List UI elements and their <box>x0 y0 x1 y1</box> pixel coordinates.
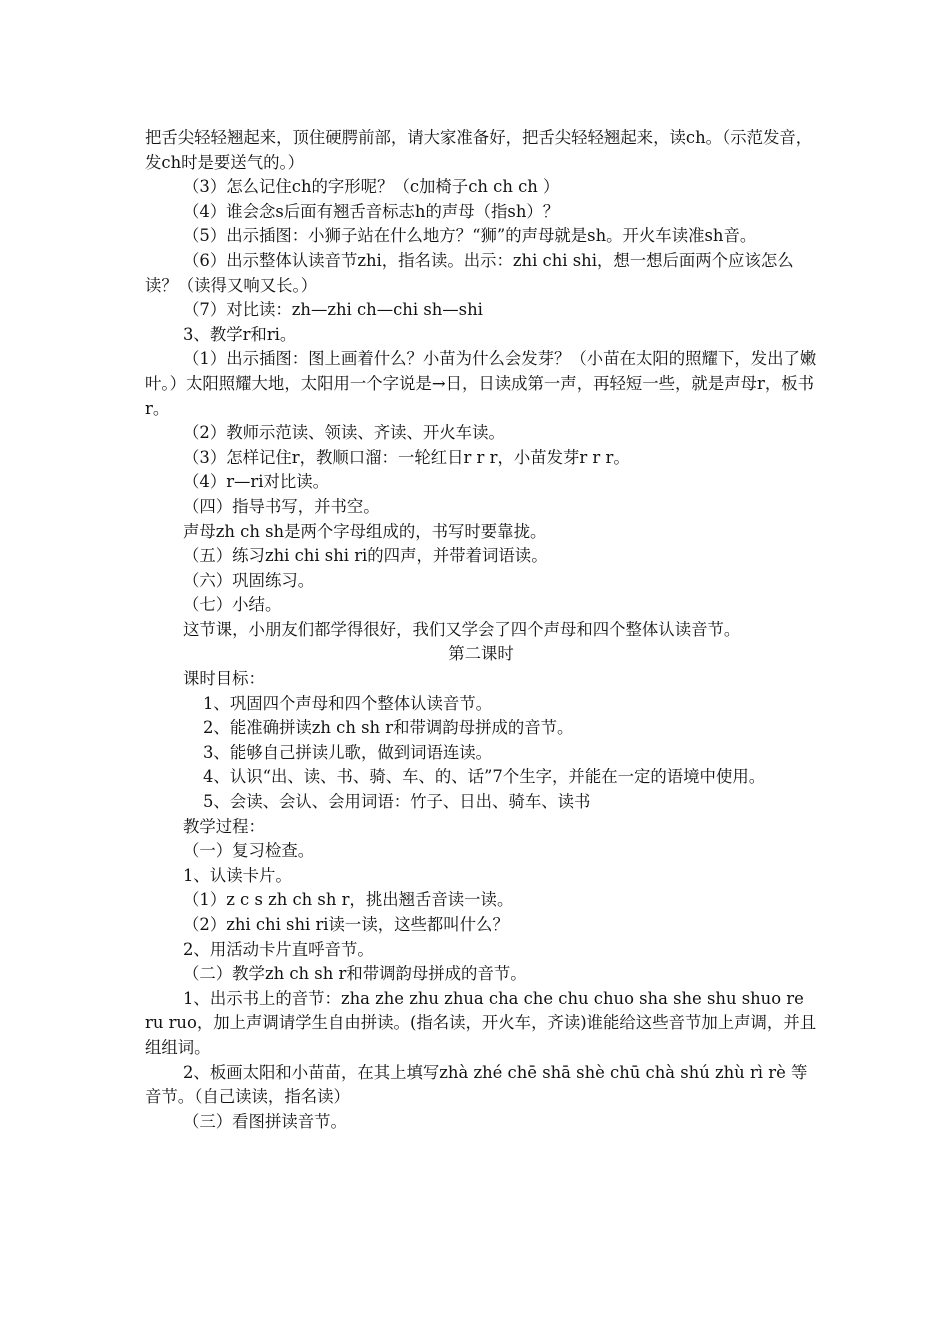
paragraph: （4）r—ri对比读。 <box>183 472 330 492</box>
paragraph: 1、出示书上的音节：zha zhe zhu zhua cha che chu chuo sha she shu shuo re ru ruo，加上声调请学生自由拼读。(指名读，开火车，齐读)谁能给这些音节加上声调，并且组组词。 <box>145 988 817 1057</box>
paragraph: 这节课，小朋友们都学得很好，我们又学会了四个声母和四个整体认读音节。 <box>183 619 741 639</box>
paragraph: （6）出示整体认读音节zhi，指名读。出示：zhi chi shi，想一想后面两个应该怎么读？（读得又响又长。） <box>145 250 794 295</box>
paragraph: 4、认识“出、读、书、骑、车、的、话”7个生字，并能在一定的语境中使用。 <box>203 767 766 787</box>
paragraph: 1、巩固四个声母和四个整体认读音节。 <box>203 693 493 713</box>
document-body <box>145 126 817 1134</box>
paragraph: 把舌尖轻轻翘起来，顶住硬腭前部，请大家准备好，把舌尖轻轻翘起来，读ch。（示范发音，发ch时是要送气的。） <box>145 128 813 172</box>
paragraph: 2、能准确拼读zh ch sh r和带调韵母拼成的音节。 <box>203 718 574 738</box>
paragraph: （4）谁会念s后面有翘舌音标志h的声母（指sh）？ <box>183 201 560 221</box>
paragraph: （5）出示插图：小狮子站在什么地方？“狮”的声母就是sh。开火车读准sh音。 <box>183 226 757 246</box>
paragraph: 1、认读卡片。 <box>183 865 292 885</box>
section-heading: 第二课时 <box>448 644 514 664</box>
paragraph: （六）巩固练习。 <box>183 570 315 590</box>
paragraph: （七）小结。 <box>183 595 282 615</box>
paragraph: 3、能够自己拼读儿歌，做到词语连读。 <box>203 742 493 762</box>
paragraph: （三）看图拼读音节。 <box>183 1111 347 1131</box>
paragraph: 声母zh ch sh是两个字母组成的，书写时要靠拢。 <box>183 521 547 541</box>
paragraph: 3、教学r和ri。 <box>183 324 297 344</box>
paragraph: 2、用活动卡片直呼音节。 <box>183 939 374 959</box>
paragraph: （7）对比读：zh—zhi ch—chi sh—shi <box>183 300 483 320</box>
paragraph: 课时目标： <box>183 669 265 689</box>
paragraph: （四）指导书写，并书空。 <box>183 496 380 516</box>
paragraph: （一）复习检查。 <box>183 841 315 861</box>
paragraph: （2）教师示范读、领读、齐读、开火车读。 <box>183 423 505 443</box>
paragraph: （2）zhi chi shi ri读一读，这些都叫什么？ <box>183 915 509 934</box>
paragraph: 5、会读、会认、会用词语：竹子、日出、骑车、读书 <box>203 792 591 812</box>
paragraph: （1）出示插图：图上画着什么？小苗为什么会发芽？（小苗在太阳的照耀下，发出了嫩叶。）太阳照耀大地，太阳用一个字说是→日，日读成第一声，再轻短一些，就是声母r，板书r。 <box>145 349 817 418</box>
paragraph: 教学过程： <box>183 816 265 836</box>
paragraph: （3）怎样记住r，教顺口溜：一轮红日r r r，小苗发芽r r r。 <box>183 447 630 467</box>
paragraph: （五）练习zhi chi shi ri的四声，并带着词语读。 <box>183 546 548 566</box>
paragraph: （1）z c s zh ch sh r，挑出翘舌音读一读。 <box>183 890 514 910</box>
paragraph: （二）教学zh ch sh r和带调韵母拼成的音节。 <box>183 964 527 984</box>
paragraph: （3）怎么记住ch的字形呢？（c加椅子ch ch ch ） <box>183 177 560 197</box>
paragraph: 2、板画太阳和小苗苗，在其上填写zhà zhé chē shā shè chū chà shú zhù rì rè 等音节。（自己读读，指名读） <box>145 1062 808 1107</box>
